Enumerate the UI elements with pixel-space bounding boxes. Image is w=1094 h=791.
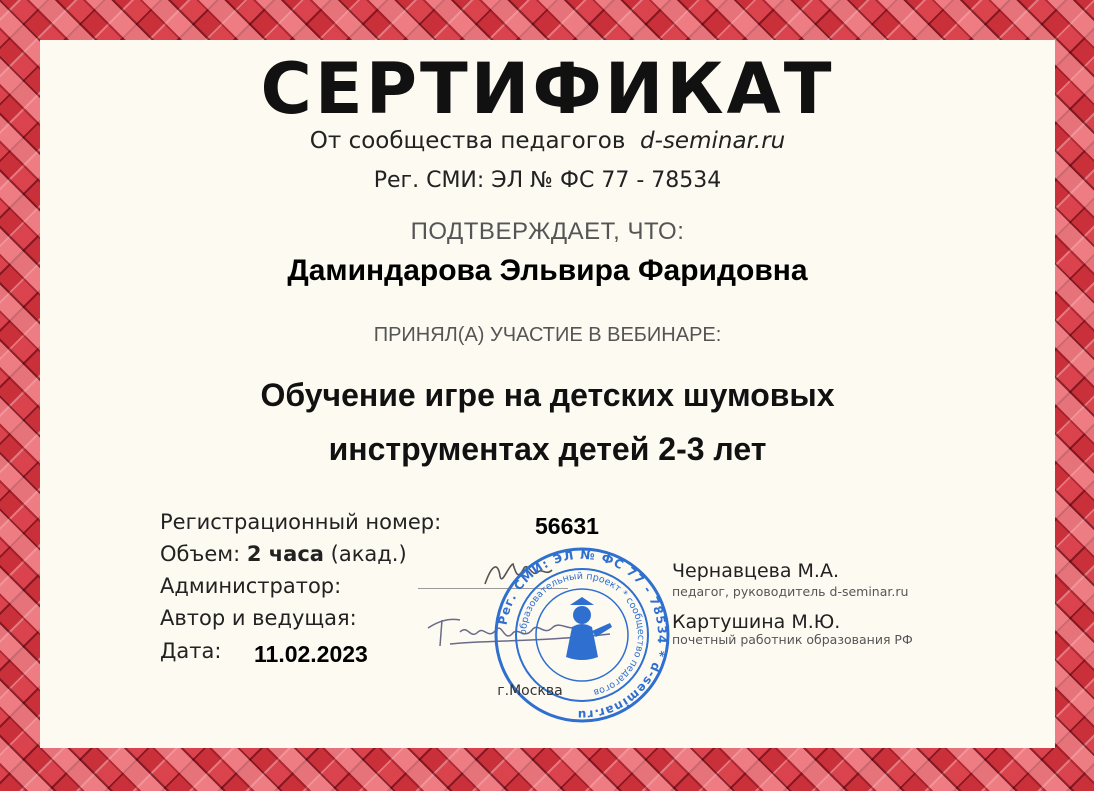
registration-smi: Рег. СМИ: ЭЛ № ФС 77 - 78534 bbox=[373, 168, 722, 193]
volume-line bbox=[160, 542, 407, 566]
author-role: почетный работник образования РФ bbox=[672, 632, 913, 647]
reg-number-value: 56631 bbox=[535, 513, 599, 539]
author-label: Автор и ведущая: bbox=[160, 606, 357, 630]
admin-label: Администратор: bbox=[160, 574, 342, 598]
participation-label: ПРИНЯЛ(А) УЧАСТИЕ В ВЕБИНАРЕ: bbox=[373, 324, 722, 346]
volume-value: 2 часа bbox=[246, 542, 324, 566]
volume-label: Объем: bbox=[160, 542, 241, 566]
svg-text:образовательный проект * сообщ: образовательный проект * сообщество педагогов bbox=[517, 570, 647, 698]
certificate-card bbox=[40, 40, 1055, 748]
issuer-site: d-seminar.ru bbox=[640, 128, 786, 154]
date-value: 11.02.2023 bbox=[254, 641, 368, 667]
svg-text:Рег. СМИ: ЭЛ № ФС 77 - 78534 *: Рег. СМИ: ЭЛ № ФС 77 - 78534 * d-seminar.ru bbox=[495, 547, 670, 723]
volume-suffix: (акад.) bbox=[330, 542, 407, 566]
issuer-text: От сообщества педагогов bbox=[309, 128, 626, 154]
webinar-title-text: Обучение игре на детских шумовых инструментах детей 2-3 лет bbox=[260, 377, 835, 467]
date-label: Дата: bbox=[160, 639, 222, 663]
admin-role: педагог, руководитель d-seminar.ru bbox=[672, 584, 909, 599]
reg-number-label: Регистрационный номер: bbox=[160, 510, 442, 534]
issuer-line bbox=[40, 128, 1055, 154]
recipient-name: Даминдарова Эльвира Фаридовна bbox=[287, 254, 808, 287]
certificate-title: СЕРТИФИКАТ bbox=[260, 48, 835, 130]
webinar-title bbox=[40, 368, 1055, 476]
confirms-label: ПОДТВЕРЖДАЕТ, ЧТО: bbox=[410, 218, 685, 245]
author-name: Картушина М.Ю. bbox=[672, 611, 841, 633]
city-label: г.Москва bbox=[497, 683, 563, 699]
admin-name: Чернавцева М.А. bbox=[672, 560, 840, 582]
